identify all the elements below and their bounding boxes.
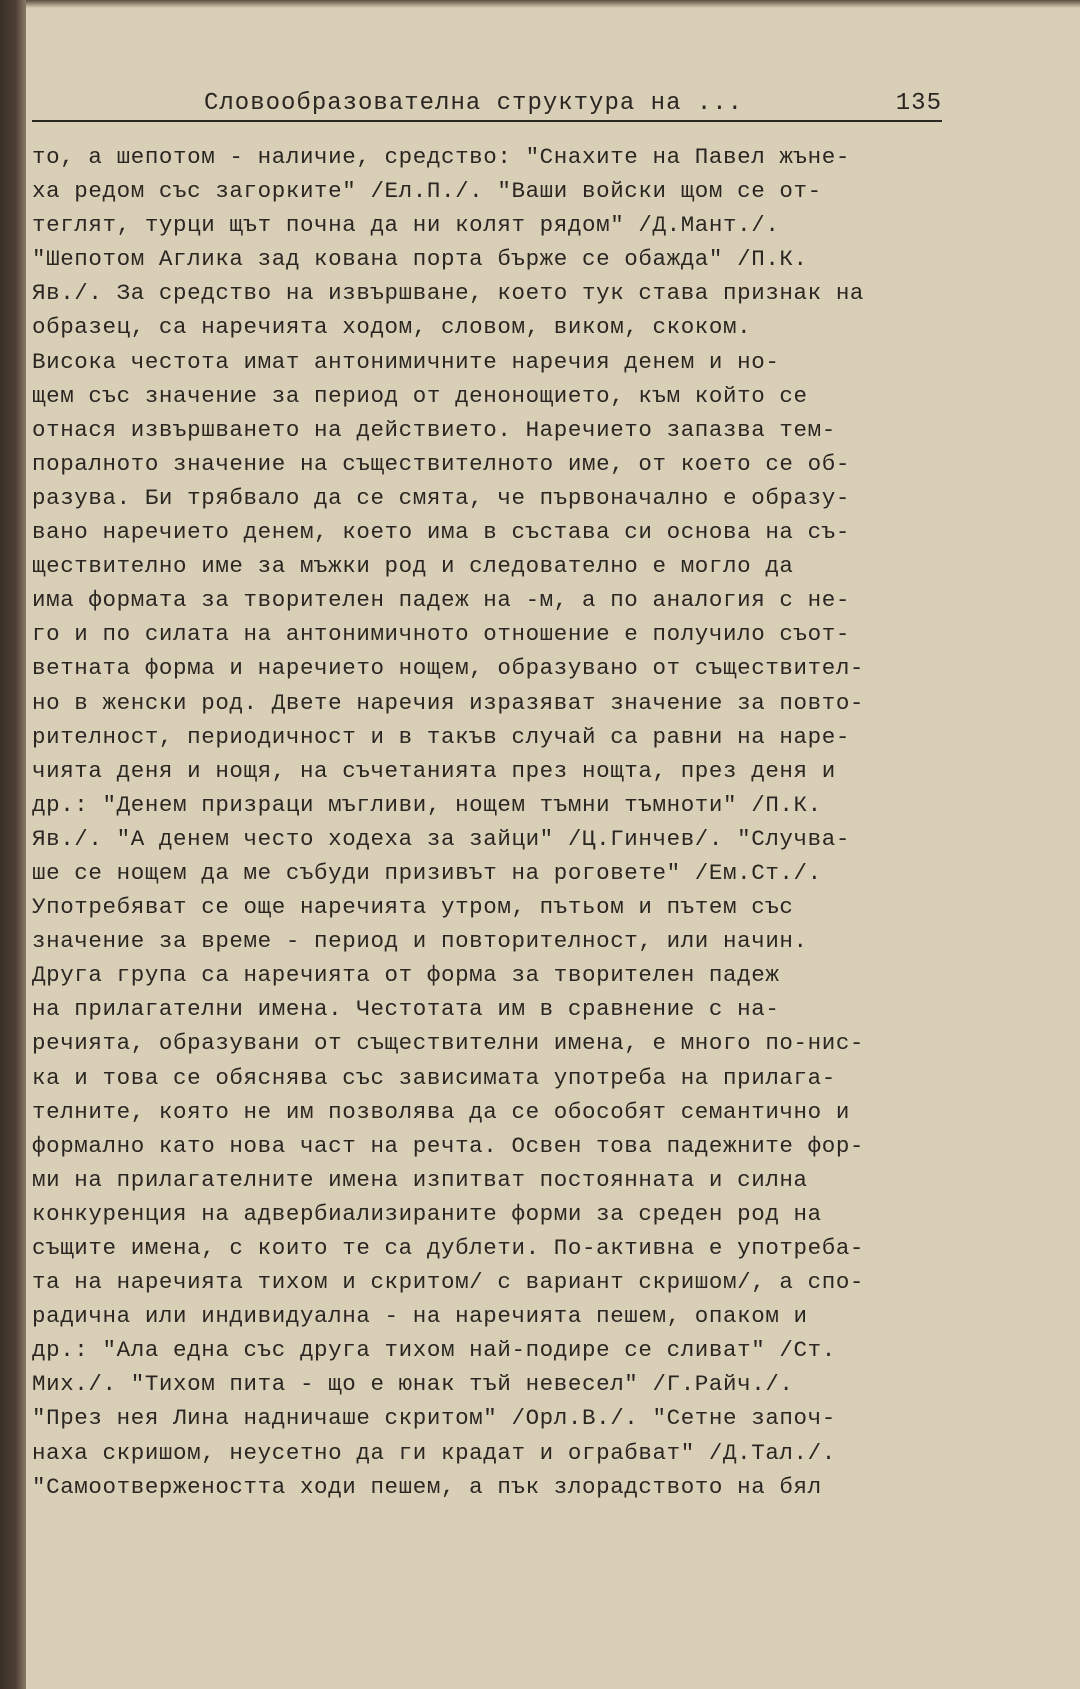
text-line: има формата за творителен падеж на -м, а по аналогия с не-	[32, 587, 850, 614]
text-line: поралното значение на съществителното име, от което се об-	[32, 450, 850, 477]
page-number: 135	[895, 90, 942, 117]
text-line: "През нея Лина надничаше скритом" /Орл.В./. "Сетне започ-	[32, 1405, 836, 1432]
text-line: радична или индивидуална - на наречията пешем, опаком и	[32, 1303, 808, 1330]
text-line: чията деня и нощя, на съчетанията през нощта, през деня и	[32, 757, 836, 784]
text-line: то, а шепотом - наличие, средство: "Снахите на Павел жъне-	[32, 144, 850, 170]
text-line: ше се нощем да ме събуди призивът на роговете" /Ем.Ст./.	[32, 859, 822, 886]
text-line: го и по силата на антонимичното отношение е получило съот-	[32, 621, 850, 648]
text-line: "Самоотвержеността ходи пешем, а пък злорадството на бял	[32, 1473, 822, 1500]
body-text	[32, 140, 942, 1504]
text-line: Друга група са наречията от форма за творителен падеж	[32, 962, 780, 989]
text-line: наха скришом, неусетно да ги крадат и ограбват" /Д.Тал./.	[32, 1439, 836, 1466]
text-line: Висока честота имат антонимичните наречия денем и но-	[32, 348, 780, 375]
text-line: др.: "Денем призраци мъгливи, нощем тъмни тъмноти" /П.К.	[32, 791, 822, 818]
text-line: та на наречията тихом и скритом/ с вариант скришом/, а спо-	[32, 1269, 865, 1296]
text-line: отнася извършването на действието. Наречието запазва тем-	[32, 416, 836, 443]
text-line: "Шепотом Аглика зад кована порта бърже се обажда" /П.К.	[32, 246, 808, 273]
text-line: образец, са наречията ходом, словом, виком, скоком.	[32, 314, 752, 341]
text-line: щем със значение за период от денонощието, към който се	[32, 382, 808, 409]
text-line: на прилагателни имена. Честотата им в сравнение с на-	[32, 996, 780, 1023]
text-line: значение за време - период и повторителност, или начин.	[32, 928, 808, 955]
text-line: ка и това се обяснява със зависимата употреба на прилага-	[32, 1064, 836, 1091]
text-line: същите имена, с които те са дублети. По-активна е употреба-	[32, 1235, 865, 1261]
book-page	[32, 84, 942, 1504]
running-head	[32, 84, 942, 122]
text-line: речията, образувани от съществителни имена, е много по-нис-	[32, 1030, 865, 1057]
text-line: конкуренция на адвербиализираните форми за среден род на	[32, 1200, 822, 1227]
text-line: рителност, периодичност и в такъв случай са равни на наре-	[32, 723, 850, 750]
text-line: Мих./. "Тихом пита - що е юнак тъй невесел" /Г.Райч./.	[32, 1371, 794, 1398]
text-line: ветната форма и наречието нощем, образувано от съществител-	[32, 655, 865, 682]
text-line: телните, която не им позволява да се обособят семантично и	[32, 1098, 850, 1125]
text-line: но в женски род. Двете наречия изразяват значение за повто-	[32, 689, 865, 716]
text-line: др.: "Ала една със друга тихом най-подире се сливат" /Ст.	[32, 1337, 836, 1364]
text-line: Яв./. За средство на извършване, което тук става признак на	[32, 280, 865, 307]
text-line: ми на прилагателните имена изпитват постоянната и силна	[32, 1166, 808, 1193]
text-line: разува. Би трябвало да се смята, че първоначално е образу-	[32, 484, 850, 511]
text-line: формално като нова част на речта. Освен това падежните фор-	[32, 1132, 865, 1159]
text-line: теглят, турци щът почна да ни колят рядом" /Д.Мант./.	[32, 212, 780, 239]
page-top-edge	[26, 0, 1080, 8]
running-title: Словообразователна структура на ...	[204, 90, 744, 117]
text-line: ха редом със загорките" /Ел.П./. "Ваши войски щом се от-	[32, 178, 822, 205]
text-line: вано наречието денем, което има в състава си основа на съ-	[32, 519, 850, 546]
text-line: Яв./. "А денем често ходеха за зайци" /Ц.Гинчев/. "Случва-	[32, 825, 850, 852]
text-line: ществително име за мъжки род и следователно е могло да	[32, 553, 794, 580]
book-spine-shadow	[0, 0, 26, 1689]
text-line: Употребяват се още наречията утром, пътьом и пътем със	[32, 894, 794, 921]
